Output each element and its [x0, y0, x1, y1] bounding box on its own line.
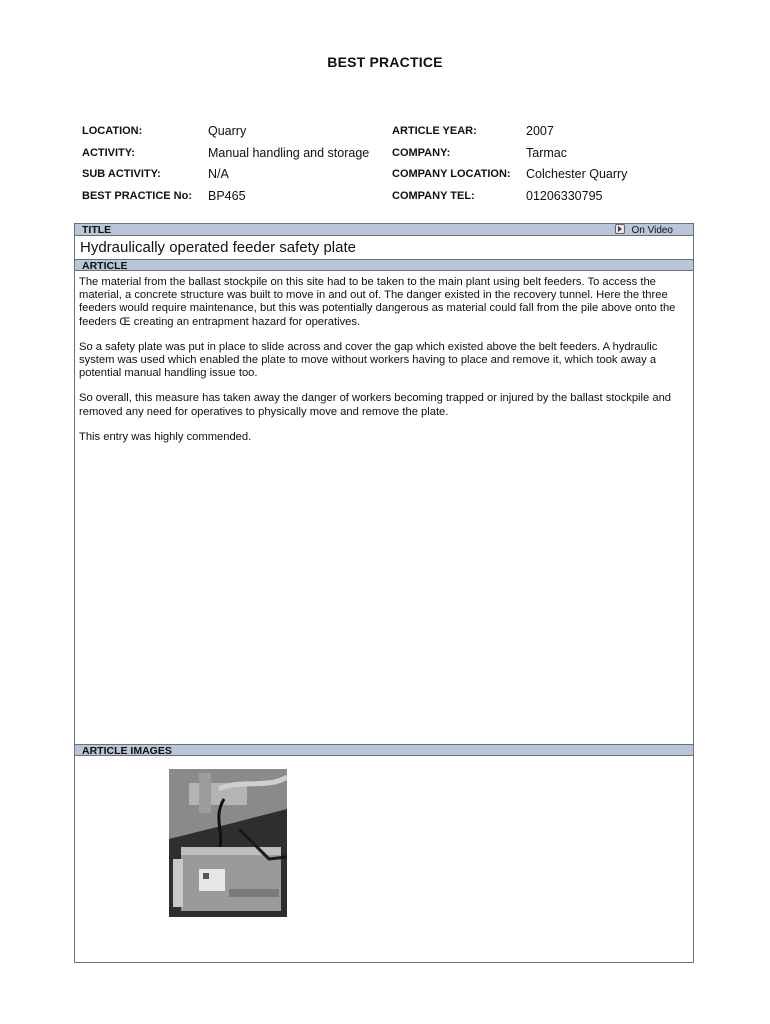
- company-location-label: COMPANY LOCATION:: [392, 168, 511, 180]
- article-paragraph: The material from the ballast stockpile on this site had to be taken to the main plant using belt feeders. To access the material, a concrete structure was built to move in and out of. The danger existed in the recovery tunnel. Here the three feeders would require maintenance, but this was potentially dangerous as material could fall from the pile above onto the feeders Œ creating an entrapment hazard for operatives.: [79, 276, 676, 328]
- title-section-header: [75, 224, 693, 236]
- company-value: Tarmac: [526, 146, 567, 160]
- company-location-value: Colchester Quarry: [526, 167, 628, 181]
- document-title: BEST PRACTICE: [327, 54, 443, 70]
- best-practice-no-label: BEST PRACTICE No:: [82, 190, 192, 202]
- activity-value: Manual handling and storage: [208, 146, 370, 160]
- article-paragraph: So overall, this measure has taken away the danger of workers becoming trapped or injured by the ballast stockpile and removed any need for operatives to physically move and remove the plate.: [79, 392, 672, 418]
- sub-activity-label: SUB ACTIVITY:: [82, 168, 161, 180]
- article-year-value: 2007: [526, 124, 554, 138]
- article-paragraph: So a safety plate was put in place to slide across and cover the gap which existed above the belt feeders. A hydraulic system was used which enabled the plate to move without workers having to place and remove it, which took away a potential manual handling issue too.: [79, 340, 658, 380]
- company-tel-value: 01206330795: [526, 189, 603, 203]
- best-practice-no-value: BP465: [208, 189, 246, 203]
- location-value: Quarry: [208, 124, 247, 138]
- on-video-link[interactable]: [615, 224, 673, 237]
- location-label: LOCATION:: [82, 125, 143, 137]
- activity-label: ACTIVITY:: [82, 147, 135, 159]
- article-title: Hydraulically operated feeder safety plate: [80, 239, 356, 256]
- article-photo: [169, 769, 287, 917]
- article-section-header: [75, 259, 693, 271]
- article-year-label: ARTICLE YEAR:: [392, 125, 477, 137]
- article-header-label: ARTICLE: [82, 260, 128, 272]
- company-label: COMPANY:: [392, 147, 451, 159]
- article-images-header: [75, 744, 693, 756]
- article-images-label: ARTICLE IMAGES: [82, 745, 172, 757]
- sub-activity-value: N/A: [208, 167, 229, 181]
- article-paragraph: This entry was highly commended.: [79, 430, 252, 443]
- title-header-label: TITLE: [82, 224, 112, 236]
- article-body: [79, 276, 691, 456]
- video-icon: [615, 224, 625, 234]
- article-frame: [74, 223, 694, 963]
- company-tel-label: COMPANY TEL:: [392, 190, 475, 202]
- feeder-photo-illustration: [169, 769, 287, 917]
- on-video-label: On Video: [631, 225, 673, 236]
- meta-block: [82, 121, 682, 211]
